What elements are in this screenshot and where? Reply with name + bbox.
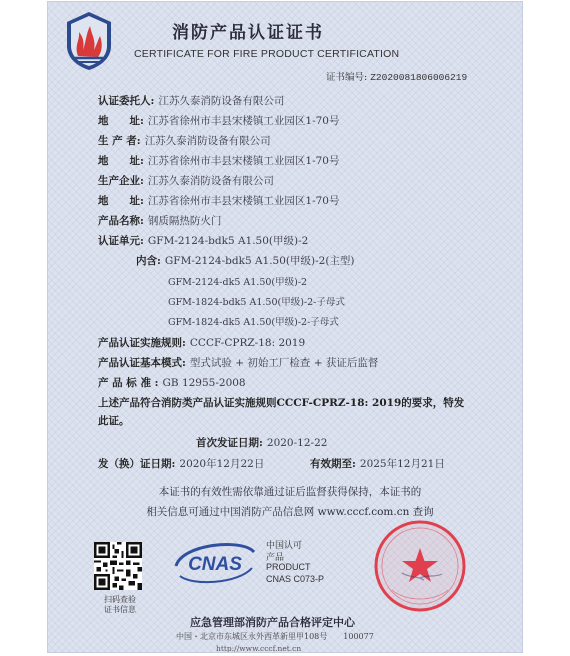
certificate-number [326, 69, 467, 83]
certificate-number-label: 证书编号: [326, 72, 368, 83]
field-value: CCCF-CPRZ-18: 2019 [189, 337, 306, 349]
field-value: 江苏久泰消防设备有限公司 [144, 135, 271, 147]
field-implementation-rule [98, 335, 305, 350]
validity-notice: 本证书的有效性需依靠通过证后监督获得保持，本证书的 [158, 486, 422, 498]
contains-model: GFM-2124-dk5 A1.50(甲级)-2 [168, 277, 308, 288]
field-value: GFM-2124-bdk5 A1.50(甲级)-2 [147, 235, 309, 247]
qr-code-icon[interactable] [94, 542, 142, 590]
field-label: 生产企业: [98, 175, 144, 187]
certificate [48, 2, 522, 652]
contains-model: GFM-1824-dk5 A1.50(甲级)-2-子母式 [168, 317, 339, 328]
field-product-standard [98, 375, 246, 390]
field-value: 江苏久泰消防设备有限公司 [147, 175, 274, 187]
field-label: 首次发证日期: [196, 437, 263, 449]
field-label: 地 址: [98, 155, 144, 167]
valid-until-date [310, 456, 445, 471]
organization-address: 中国・北京市东城区永外西革新里甲108号 100077 [176, 632, 374, 641]
field-certification-mode [98, 355, 378, 370]
field-label: 产 品 标 准 : [98, 377, 159, 389]
issue-date [98, 456, 264, 471]
certificate-title: 消防产品认证证书 [172, 23, 324, 43]
field-label: 认证委托人: [98, 95, 155, 107]
field-address-3 [98, 193, 339, 208]
field-value: 2025年12月21日 [359, 458, 445, 470]
cnas-logo-text: CNAS [188, 554, 242, 575]
query-notice: 相关信息可通过中国消防产品信息网 www.cccf.com.cn 查询 [146, 506, 434, 518]
certificate-number-value: Z2020081806006219 [370, 72, 468, 83]
field-value: 2020-12-22 [266, 437, 328, 449]
cnas-label: 产品 [266, 552, 285, 562]
field-value: 江苏省徐州市丰县宋楼镇工业园区1-70号 [147, 155, 340, 167]
field-value: 型式试验 + 初始工厂检查 + 获证后监督 [189, 357, 379, 369]
field-value: 江苏省徐州市丰县宋楼镇工业园区1-70号 [147, 115, 340, 127]
field-product-name [98, 213, 221, 228]
field-value: GB 12955-2008 [162, 377, 246, 389]
organization-website-link[interactable]: http://www.cccf.net.cn [216, 644, 302, 652]
field-label: 产品认证实施规则: [98, 337, 186, 349]
field-producer [98, 133, 271, 148]
cnas-label: 中国认可 [266, 540, 303, 550]
field-label: 发（换）证日期: [98, 458, 176, 470]
qr-caption: 证书信息 [104, 605, 136, 614]
field-label: 产品认证基本模式: [98, 357, 186, 369]
field-label: 产品名称: [98, 215, 144, 227]
cnas-label: CNAS C073-P [266, 574, 325, 584]
field-label: 内含: [136, 255, 161, 267]
field-value: 2020年12月22日 [179, 458, 265, 470]
field-client [98, 93, 284, 108]
field-label: 认证单元: [98, 235, 144, 247]
issuing-organization: 应急管理部消防产品合格评定中心 [190, 616, 355, 629]
contains-model: GFM-1824-bdk5 A1.50(甲级)-2-子母式 [168, 297, 345, 308]
official-seal [372, 518, 468, 614]
field-value: 江苏省徐州市丰县宋楼镇工业园区1-70号 [147, 195, 340, 207]
field-value: GFM-2124-bdk5 A1.50(甲级)-2(主型) [164, 255, 355, 267]
field-label: 地 址: [98, 195, 144, 207]
field-address-2 [98, 153, 339, 168]
field-label: 有效期至: [310, 458, 356, 470]
fire-certification-logo [64, 10, 114, 72]
compliance-statement: 上述产品符合消防类产品认证实施规则CCCF-CPRZ-18: 2019的要求，特发此证。 [98, 397, 465, 427]
field-factory [98, 173, 274, 188]
cnas-logo [172, 536, 258, 586]
cnas-label: PRODUCT [266, 562, 311, 572]
field-address-1 [98, 113, 339, 128]
field-value: 江苏久泰消防设备有限公司 [158, 95, 285, 107]
certificate-subtitle: CERTIFICATE FOR FIRE PRODUCT CERTIFICATION [134, 48, 400, 60]
first-issue-date [196, 435, 327, 450]
field-label: 生 产 者: [98, 135, 141, 147]
field-value: 钢质隔热防火门 [147, 215, 222, 227]
field-contains [136, 253, 355, 268]
field-label: 地 址: [98, 115, 144, 127]
qr-caption: 扫码查验 [104, 595, 136, 604]
field-certification-unit [98, 233, 308, 248]
